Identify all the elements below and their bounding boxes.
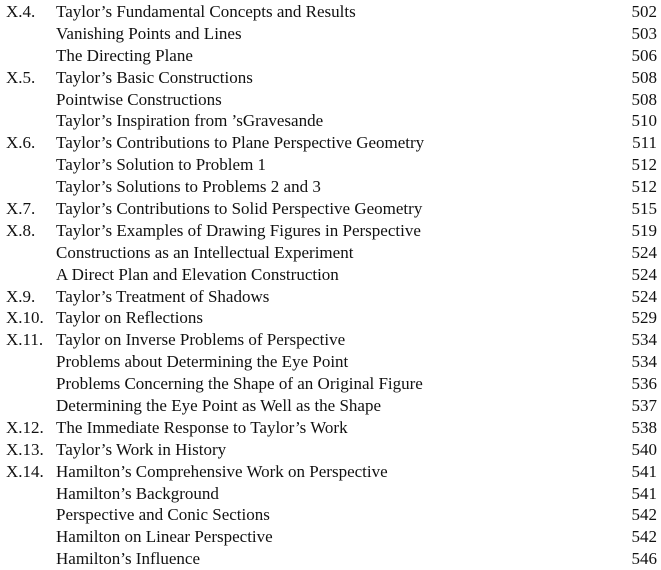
page-number: 508 [631, 89, 657, 109]
toc-row [0, 242, 661, 264]
toc-row [0, 110, 661, 132]
page-number: 536 [631, 374, 657, 394]
page-number: 537 [631, 396, 657, 416]
page-number: 538 [631, 417, 657, 437]
section-title: Taylor’s Basic Constructions [56, 67, 253, 87]
section-title: Hamilton on Linear Perspective [56, 527, 273, 547]
section-title: Hamilton’s Influence [56, 549, 200, 569]
section-title: Constructions as an Intellectual Experiment [56, 242, 354, 262]
section-title: A Direct Plan and Elevation Construction [56, 264, 339, 284]
section-title: Determining the Eye Point as Well as the Shape [56, 396, 382, 416]
section-number: X.7. [6, 199, 36, 219]
section-number: X.12. [6, 417, 44, 437]
section-title: Taylor’s Contributions to Plane Perspective Geometry [56, 133, 425, 153]
section-title: Perspective and Conic Sections [56, 505, 270, 525]
toc-row [0, 89, 661, 111]
section-title: The Directing Plane [56, 45, 193, 65]
toc-row [0, 198, 661, 220]
toc-row [0, 483, 661, 505]
section-title: Taylor’s Inspiration from ’sGravesande [56, 111, 324, 131]
toc-row [0, 1, 661, 23]
page-number: 515 [631, 199, 657, 219]
page-number: 524 [631, 264, 657, 284]
page-number: 546 [631, 549, 657, 569]
section-number: X.14. [6, 461, 44, 481]
section-number: X.11. [6, 330, 44, 350]
toc-row [0, 67, 661, 89]
section-title: Vanishing Points and Lines [56, 23, 242, 43]
section-number: X.13. [6, 439, 44, 459]
section-number: X.5. [6, 67, 36, 87]
section-title: The Immediate Response to Taylor’s Work [56, 417, 348, 437]
section-title: Hamilton’s Background [56, 483, 219, 503]
section-number: X.4. [6, 2, 36, 21]
section-title: Taylor’s Solutions to Problems 2 and 3 [56, 177, 321, 197]
section-title: Pointwise Constructions [56, 89, 222, 109]
section-title: Hamilton’s Comprehensive Work on Perspective [56, 461, 388, 481]
section-title: Taylor’s Treatment of Shadows [56, 286, 270, 306]
toc-row [0, 461, 661, 483]
section-title: Taylor’s Solution to Problem 1 [56, 155, 267, 175]
toc-row [0, 286, 661, 308]
page-number: 519 [631, 220, 657, 240]
page-number: 512 [631, 177, 657, 197]
page-number: 508 [631, 67, 657, 87]
page-number: 503 [631, 23, 657, 43]
toc-row [0, 548, 661, 570]
section-title: Taylor on Inverse Problems of Perspective [56, 330, 346, 350]
page-number: 529 [631, 308, 657, 328]
section-title: Problems about Determining the Eye Point [56, 352, 349, 372]
page-number: 511 [632, 133, 657, 153]
page-number: 542 [631, 505, 657, 525]
page-number: 534 [631, 330, 657, 350]
toc-row [0, 526, 661, 548]
toc-row [0, 373, 661, 395]
page-number: 541 [631, 461, 657, 481]
toc-row [0, 132, 661, 154]
page-number: 512 [631, 155, 657, 175]
page-number: 524 [631, 286, 657, 306]
toc-row [0, 439, 661, 461]
section-number: X.8. [6, 220, 36, 240]
section-number: X.6. [6, 133, 36, 153]
section-title: Taylor on Reflections [56, 308, 204, 328]
toc-row [0, 329, 661, 351]
section-title: Problems Concerning the Shape of an Original Figure [56, 374, 423, 394]
page-number: 534 [631, 352, 657, 372]
section-title: Taylor’s Fundamental Concepts and Results [56, 2, 356, 21]
toc-row [0, 395, 661, 417]
page-number: 524 [631, 242, 657, 262]
section-title: Taylor’s Examples of Drawing Figures in Perspective [56, 220, 421, 240]
toc-row [0, 351, 661, 373]
page-number: 502 [631, 2, 657, 21]
section-number: X.10. [6, 308, 44, 328]
toc-row [0, 417, 661, 439]
section-title: Taylor’s Contributions to Solid Perspective Geometry [56, 199, 423, 219]
toc-row [0, 504, 661, 526]
section-number: X.9. [6, 286, 36, 306]
toc-row [0, 45, 661, 67]
toc-row [0, 154, 661, 176]
toc-row [0, 264, 661, 286]
toc-row [0, 23, 661, 45]
page-number: 540 [631, 439, 657, 459]
page-number: 510 [631, 111, 657, 131]
toc-row [0, 307, 661, 329]
toc-row [0, 220, 661, 242]
section-title: Taylor’s Work in History [56, 439, 227, 459]
toc-row [0, 176, 661, 198]
page-number: 506 [631, 45, 657, 65]
page-number: 542 [631, 527, 657, 547]
page-number: 541 [631, 483, 657, 503]
